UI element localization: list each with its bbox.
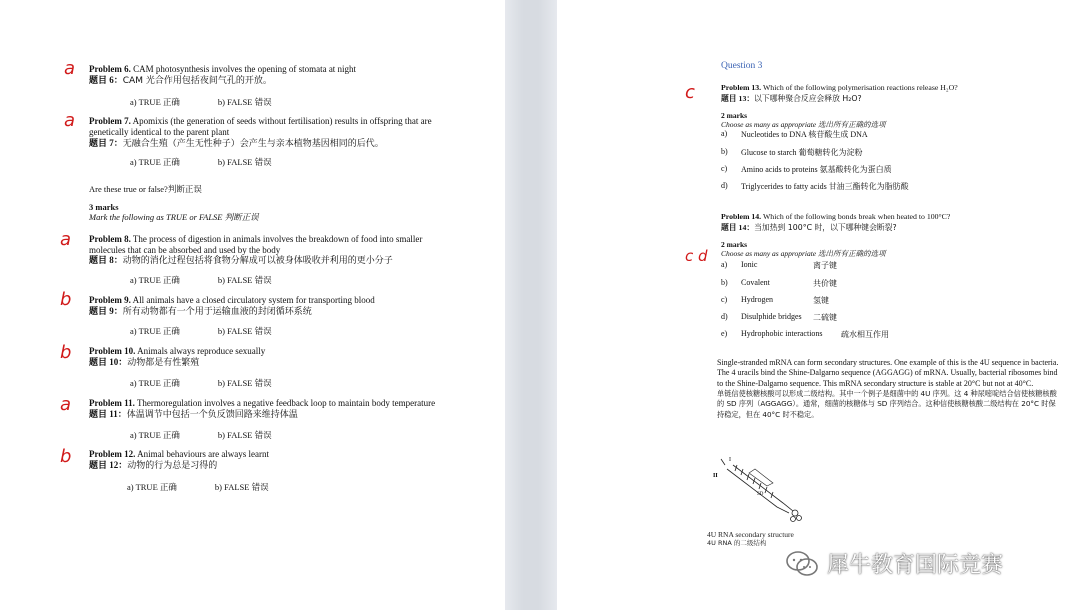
problem-title: Problem 14. Which of the following bonds break when heated to 100°C? bbox=[721, 212, 951, 221]
problem-translation: 题目 8：动物的消化过程包括将食物分解成可以被身体吸收并利用的更小分子 bbox=[89, 255, 393, 266]
right-page bbox=[557, 0, 1080, 610]
option-true[interactable]: a) TRUE 正确 bbox=[130, 326, 180, 336]
option-false[interactable]: b) FALSE 错误 bbox=[217, 378, 272, 388]
choice-item[interactable]: a) Nucleotides to DNA 核苷酸生成 DNA bbox=[721, 129, 868, 139]
problem-translation: 题目 7：无融合生殖（产生无性种子）会产生与亲本植物基因相同的后代。 bbox=[89, 138, 384, 149]
answer-mark: b bbox=[60, 342, 72, 363]
problem-title: Problem 8. The process of digestion in animals involves the breakdown of food into smaller molecules that can be absorbed and used by the body bbox=[89, 234, 423, 255]
marks-label: 2 marks bbox=[721, 111, 748, 120]
marks-label: 3 marks bbox=[89, 202, 119, 212]
page-divider bbox=[505, 0, 557, 610]
wechat-icon bbox=[785, 549, 819, 579]
option-true[interactable]: a) TRUE 正确 bbox=[130, 275, 180, 285]
option-true[interactable]: a) TRUE 正确 bbox=[130, 378, 180, 388]
answer-mark: b bbox=[60, 289, 72, 310]
marks-label: 2 marks bbox=[721, 240, 748, 249]
diagram-label-sd: SD bbox=[757, 492, 764, 497]
answer-mark: c d bbox=[685, 247, 708, 265]
problem-title: Problem 12. Animal behaviours are always learnt bbox=[89, 449, 270, 459]
problem-title: Problem 10. Animals always reproduce sexually bbox=[89, 346, 266, 356]
answer-mark: b bbox=[60, 446, 72, 467]
watermark-text: 犀牛教育国际竞赛 bbox=[827, 553, 1004, 578]
option-true[interactable]: a) TRUE 正确 bbox=[130, 430, 180, 440]
answer-mark: a bbox=[64, 58, 76, 79]
problem-translation: 题目 12：动物的行为总是习得的 bbox=[89, 460, 218, 471]
diagram-label-ii: II bbox=[713, 473, 718, 479]
problem-title: Problem 13. Which of the following polymerisation reactions release H₂O? bbox=[721, 83, 958, 92]
option-false[interactable]: b) FALSE 错误 bbox=[217, 97, 272, 107]
problem-title: Problem 9. All animals have a closed circulatory system for transporting blood bbox=[89, 295, 375, 305]
choice-item[interactable]: b) Covalent 共价键 bbox=[721, 278, 837, 288]
marks-instruction: Choose as many as appropriate 选出所有正确的选项 bbox=[721, 249, 886, 258]
options bbox=[130, 96, 272, 108]
question-heading: Question 3 bbox=[721, 61, 763, 71]
choice-item[interactable]: d) Triglycerides to fatty acids 甘油三酯转化为脂肪酸 bbox=[721, 181, 909, 191]
marks-instruction: Mark the following as TRUE or FALSE 判断正误 bbox=[89, 212, 259, 222]
marks-instruction: Choose as many as appropriate 选出所有正确的选项 bbox=[721, 120, 886, 129]
option-false[interactable]: b) FALSE 错误 bbox=[217, 275, 272, 285]
option-true[interactable]: a) TRUE 正确 bbox=[130, 157, 180, 167]
problem-translation: 题目 9：所有动物都有一个用于运输血液的封闭循环系统 bbox=[89, 306, 312, 317]
answer-mark: a bbox=[60, 229, 72, 250]
answer-mark: c bbox=[685, 82, 695, 103]
option-false[interactable]: b) FALSE 错误 bbox=[217, 157, 272, 167]
options bbox=[130, 325, 272, 337]
choice-item[interactable]: c) Amino acids to proteins 氨基酸转化为蛋白质 bbox=[721, 164, 892, 174]
diagram-caption: 4U RNA secondary structure 4U RNA 的二级结构 bbox=[707, 530, 794, 547]
choice-item[interactable]: b) Glucose to starch 葡萄糖转化为淀粉 bbox=[721, 147, 863, 157]
problem-translation: 题目 6：CAM 光合作用包括夜间气孔的开放。 bbox=[89, 75, 272, 86]
section-question: Are these true or false?判断正误 bbox=[89, 184, 202, 194]
options bbox=[127, 481, 269, 493]
problem-title: Problem 11. Thermoregulation involves a negative feedback loop to maintain body temperature bbox=[89, 398, 436, 408]
passage-english: Single-stranded mRNA can form secondary structures. One example of this is the 4U sequence in bacteria. The 4 uracils bind the Shine-Dalgarno sequence (AGGAGG) of mRNA. Usually, bacterial ribosomes bind to the Shine-Dalgarno sequence. This mRNA secondary structure is stable at 20°C but not at 40°C. bbox=[717, 358, 1059, 388]
diagram-label-i: I bbox=[729, 457, 731, 463]
rna-structure-diagram bbox=[707, 455, 847, 535]
left-page bbox=[0, 0, 505, 610]
options bbox=[130, 429, 272, 441]
option-false[interactable]: b) FALSE 错误 bbox=[217, 326, 272, 336]
choice-item[interactable]: e) Hydrophobic interactions 疏水相互作用 bbox=[721, 329, 889, 339]
problem-title: Problem 6. CAM photosynthesis involves the opening of stomata at night bbox=[89, 64, 357, 74]
option-true[interactable]: a) TRUE 正确 bbox=[130, 97, 180, 107]
choice-item[interactable]: a) Ionic 离子键 bbox=[721, 260, 837, 270]
option-false[interactable]: b) FALSE 错误 bbox=[214, 482, 269, 492]
problem-title: Problem 7. Apomixis (the generation of seeds without fertilisation) results in offspring that are genetically identical to the parent plant bbox=[89, 116, 432, 137]
watermark bbox=[785, 548, 1003, 579]
answer-mark: a bbox=[64, 110, 76, 131]
problem-translation: 题目 13：以下哪种聚合反应会释放 H₂O? bbox=[721, 94, 862, 103]
problem-translation: 题目 14：当加热到 100°C 时，以下哪种键会断裂? bbox=[721, 223, 897, 232]
answer-mark: a bbox=[60, 394, 72, 415]
problem-translation: 题目 11：体温调节中包括一个负反馈回路来维持体温 bbox=[89, 409, 298, 420]
choice-item[interactable]: d) Disulphide bridges 二硫键 bbox=[721, 312, 837, 322]
options bbox=[130, 274, 272, 286]
choice-item[interactable]: c) Hydrogen 氢键 bbox=[721, 295, 829, 305]
problem-translation: 题目 10：动物都是有性繁殖 bbox=[89, 357, 200, 368]
option-false[interactable]: b) FALSE 错误 bbox=[217, 430, 272, 440]
options bbox=[130, 156, 272, 168]
options bbox=[130, 377, 272, 389]
option-true[interactable]: a) TRUE 正确 bbox=[127, 482, 177, 492]
passage-chinese: 单链信使核糖核酸可以形成二级结构。其中一个例子是细菌中的 4U 序列。这 4 种尿嘧啶结合信使核糖核酸的 SD 序列（AGGAGG）。通常，细菌的核糖体与 SD 序列结合。这种信使核糖核酸二级结构在 20°C 时保持稳定，但在 40°C 时不稳定。 bbox=[717, 389, 1057, 419]
